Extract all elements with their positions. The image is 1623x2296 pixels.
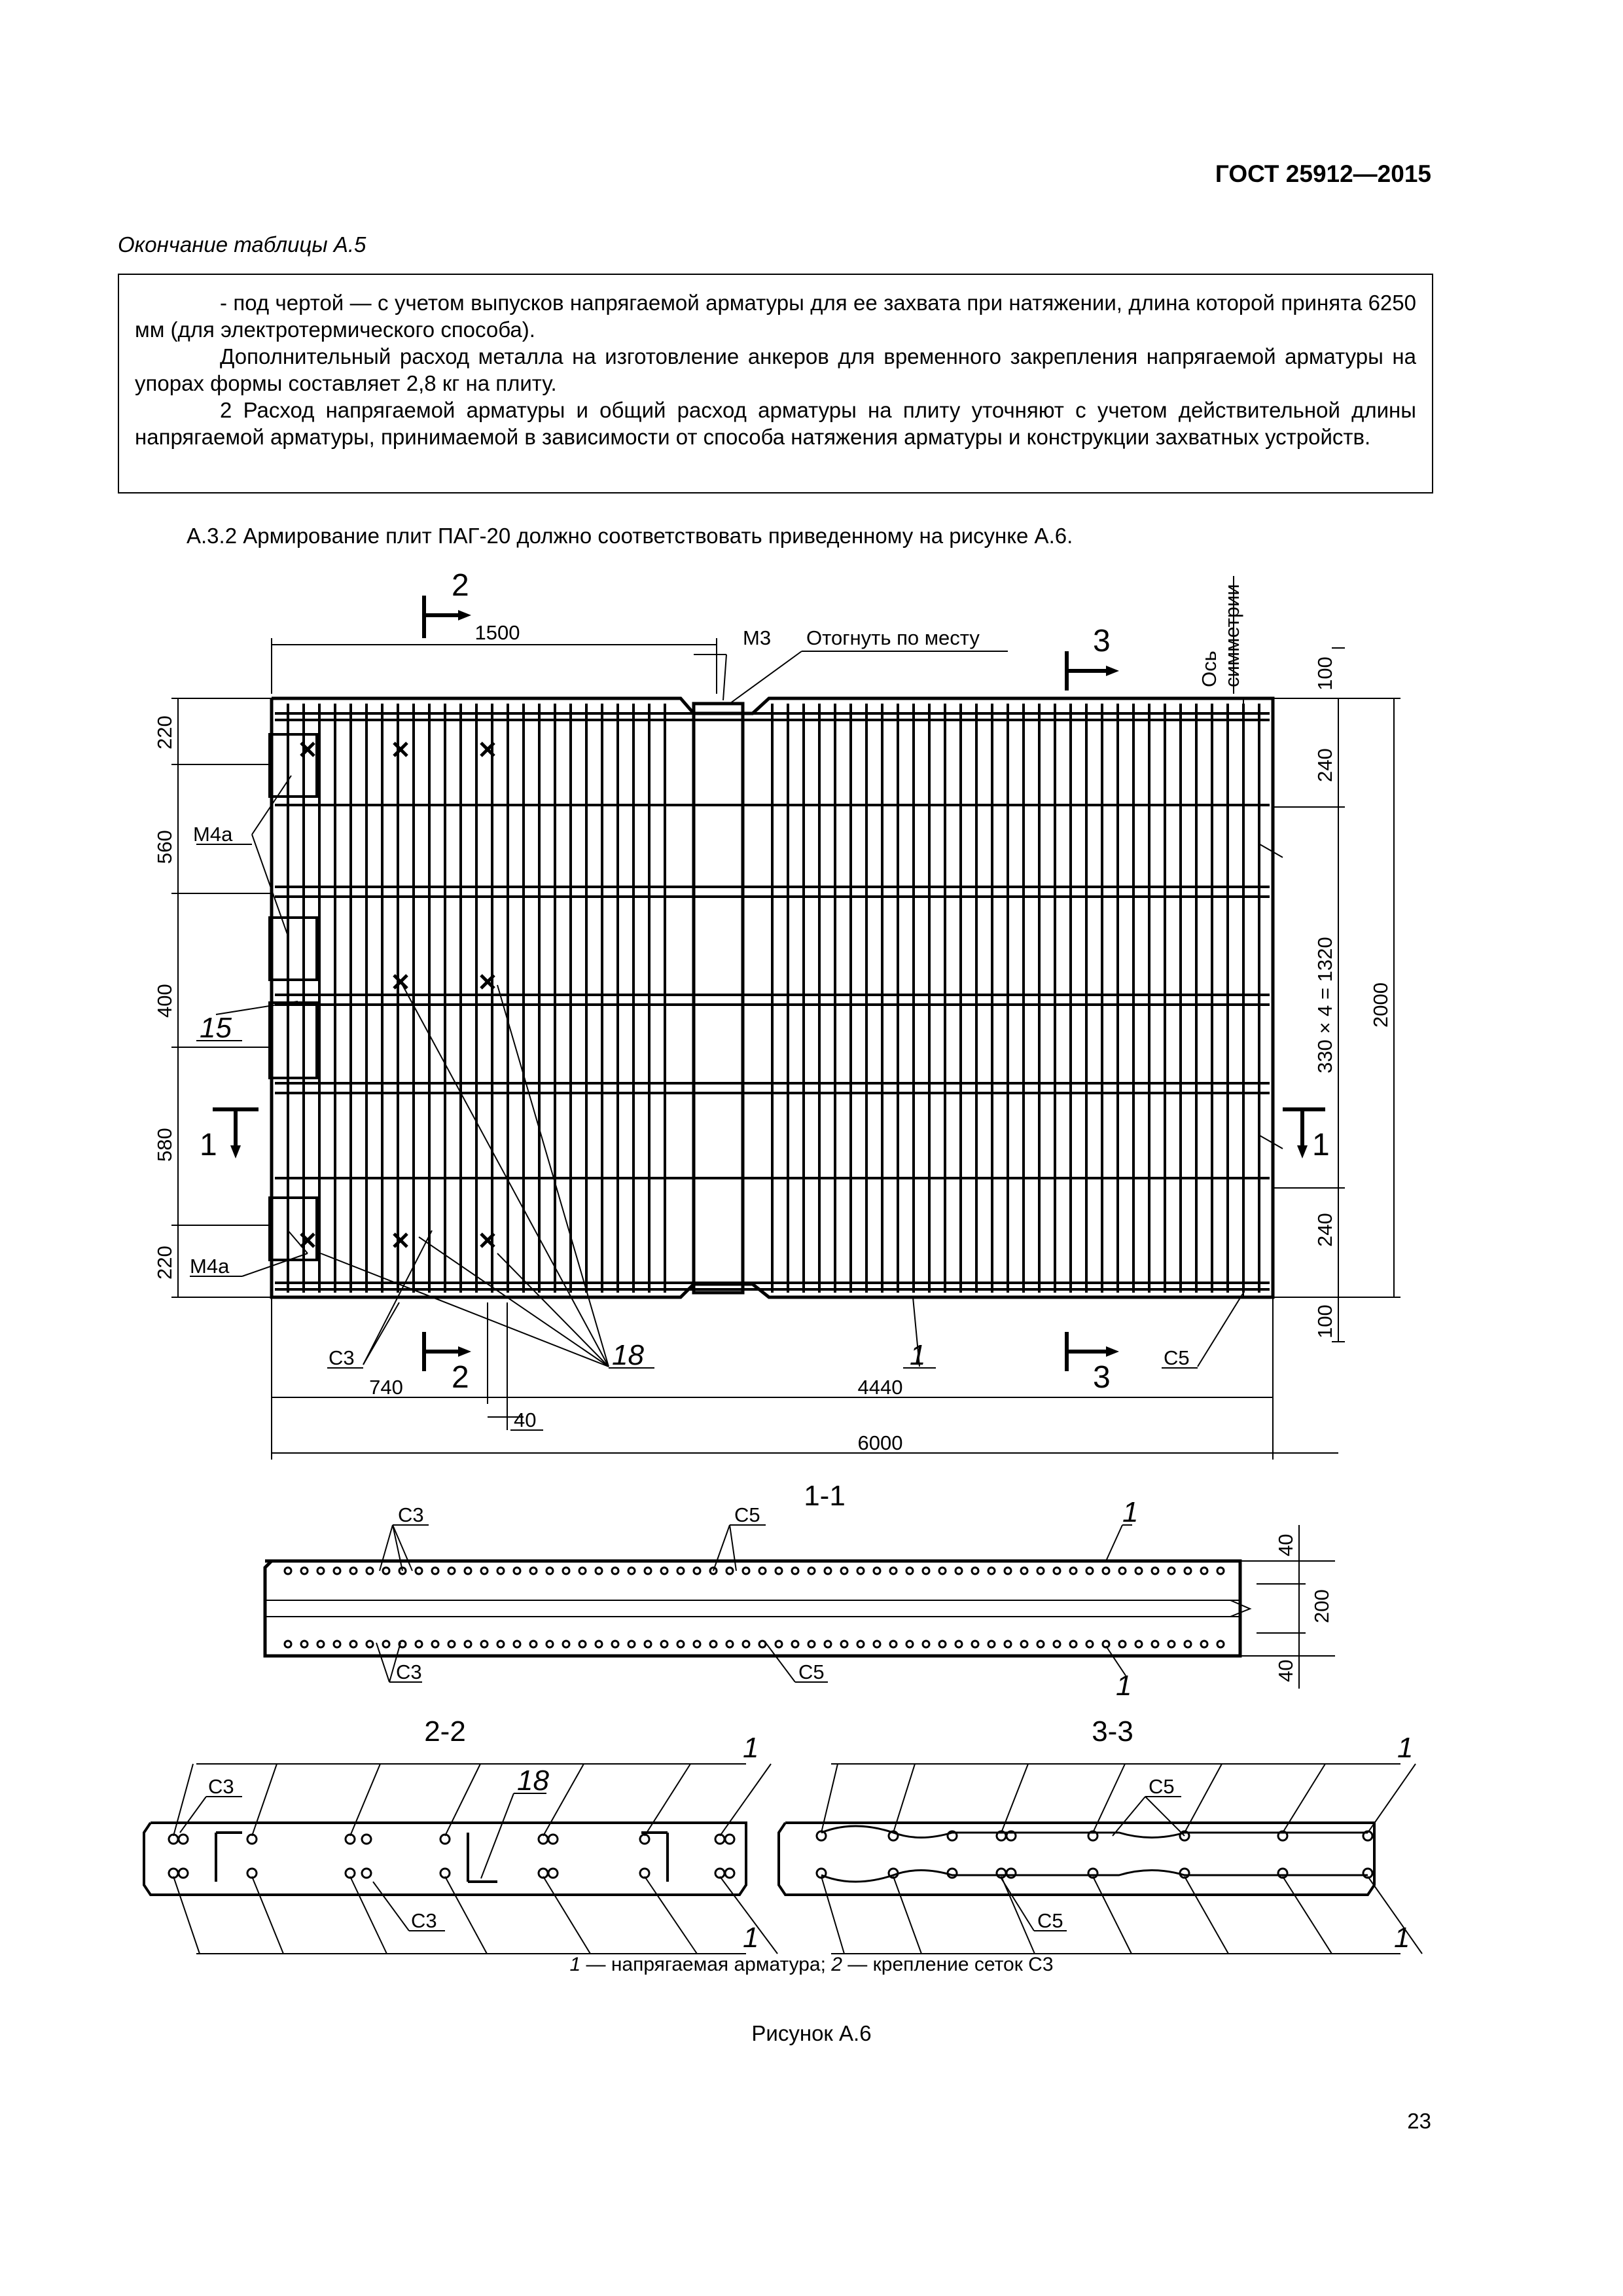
section-mark-1-right: 1	[1312, 1128, 1330, 1162]
bar-section	[440, 1869, 450, 1878]
leader-line	[645, 1876, 697, 1954]
section-mark-3-bottom: 3	[1093, 1360, 1111, 1395]
bar-section	[179, 1835, 188, 1844]
leader-line	[543, 1876, 590, 1954]
bar-section	[1005, 1568, 1011, 1574]
leader-line	[1001, 1876, 1035, 1954]
label-bend-in-place: Отогнуть по месту	[806, 626, 980, 649]
section-2-2-leaders	[173, 1764, 777, 1954]
bar-section	[628, 1641, 635, 1647]
bar-section	[725, 1835, 734, 1844]
bar-section	[677, 1568, 684, 1574]
m4a-meshes	[270, 734, 317, 1260]
bar-section	[1103, 1568, 1109, 1574]
bar-section	[366, 1568, 373, 1574]
bar-section	[432, 1641, 438, 1647]
section-3-3-bars	[817, 1831, 1372, 1878]
bar-section	[481, 1568, 488, 1574]
leader-lines	[216, 651, 1283, 1367]
bar-section	[645, 1641, 651, 1647]
bar-section	[179, 1869, 188, 1878]
bar-section	[596, 1568, 602, 1574]
leader-line	[350, 1876, 387, 1954]
bar-section	[169, 1835, 178, 1844]
section-1-1-title: 1-1	[804, 1480, 846, 1512]
section-1-1-dim-40-top: 40	[1274, 1534, 1297, 1556]
bar-section	[465, 1641, 471, 1647]
left-dim-560: 560	[153, 830, 176, 864]
bar-section	[972, 1568, 978, 1574]
bar-section	[1119, 1641, 1126, 1647]
bar-section	[759, 1568, 766, 1574]
left-dim-580: 580	[153, 1128, 176, 1162]
section-mark-2-bottom: 2	[452, 1360, 469, 1395]
bar-section	[715, 1869, 724, 1878]
section-1-1-dims	[376, 1525, 1335, 1689]
bar-section	[955, 1568, 962, 1574]
bar-section	[817, 1831, 826, 1840]
bar-section	[825, 1641, 831, 1647]
bar-section	[362, 1869, 371, 1878]
bar-section	[247, 1835, 257, 1844]
section-3-3-bar-1-top: 1	[1397, 1732, 1414, 1764]
bar-section	[1135, 1568, 1142, 1574]
bar-section	[792, 1568, 798, 1574]
bar-section	[465, 1568, 471, 1574]
bar-section	[743, 1568, 749, 1574]
axis-label-line1: Ось	[1198, 651, 1221, 687]
bar-section	[596, 1641, 602, 1647]
section-mark-2-top: 2	[452, 568, 469, 603]
bar-section	[448, 1568, 455, 1574]
bar-section	[715, 1835, 724, 1844]
bar-section	[563, 1641, 569, 1647]
note-paragraph: Дополнительный расход металла на изготовление анкеров для временного закрепления напрягаемой арматуры на упорах формы составляет 2,8 кг на плиту.	[135, 344, 1416, 395]
bar-section	[1070, 1568, 1077, 1574]
bar-section	[285, 1641, 291, 1647]
legend-num-2: 2	[831, 1954, 842, 1975]
section-3-3-bar-1-bottom: 1	[1394, 1922, 1410, 1954]
bar-section	[792, 1641, 798, 1647]
bar-section	[1180, 1869, 1189, 1878]
bar-section	[640, 1869, 649, 1878]
bar-section	[939, 1641, 946, 1647]
bar-section	[628, 1568, 635, 1574]
bar-section	[612, 1568, 618, 1574]
bar-section	[776, 1568, 782, 1574]
bar-section	[579, 1641, 586, 1647]
left-dim-220-bottom: 220	[153, 1246, 176, 1280]
bar-section	[857, 1568, 864, 1574]
section-1-1-c3-bottom: С3	[396, 1660, 422, 1683]
figure-caption: Рисунок А.6	[751, 2021, 872, 2045]
bar-section	[857, 1641, 864, 1647]
label-15: 15	[200, 1012, 232, 1044]
bar-section	[1070, 1641, 1077, 1647]
bar-section	[808, 1568, 815, 1574]
label-c5: С5	[1164, 1346, 1190, 1369]
right-dim-100-bottom: 100	[1313, 1304, 1336, 1338]
right-dim-240-top: 240	[1313, 748, 1336, 782]
bar-section	[710, 1641, 717, 1647]
bar-section	[432, 1568, 438, 1574]
section-2-2-c3-bottom: С3	[411, 1909, 437, 1932]
bottom-dimensions	[272, 1297, 1338, 1460]
longitudinal-bars	[288, 704, 1259, 1293]
bar-section	[1054, 1568, 1060, 1574]
bar-section	[1152, 1568, 1158, 1574]
dim-740: 740	[369, 1376, 403, 1399]
bar-section	[743, 1641, 749, 1647]
bar-section	[1021, 1568, 1027, 1574]
bar-section	[1088, 1869, 1097, 1878]
bar-section	[906, 1641, 913, 1647]
leader-line	[252, 1876, 283, 1954]
bar-section	[726, 1641, 733, 1647]
page-number: 23	[1407, 2109, 1431, 2133]
bar-section	[923, 1641, 929, 1647]
bar-section	[383, 1568, 389, 1574]
leader-line	[1185, 1876, 1228, 1954]
bar-section	[1119, 1568, 1126, 1574]
bar-section	[923, 1568, 929, 1574]
bar-section	[362, 1835, 371, 1844]
left-dim-400: 400	[153, 984, 176, 1018]
table-continuation-label: Окончание таблицы А.5	[118, 232, 366, 257]
bar-section	[530, 1568, 537, 1574]
bar-section	[317, 1641, 324, 1647]
dim-4440: 4440	[857, 1376, 903, 1399]
bar-section	[514, 1568, 520, 1574]
section-3-3-leaders	[821, 1764, 1422, 1954]
bar-section	[366, 1641, 373, 1647]
bar-section	[1086, 1568, 1093, 1574]
label-18: 18	[612, 1339, 644, 1371]
label-m4a-top: М4а	[193, 823, 233, 846]
section-1-1-dim-40-bottom: 40	[1274, 1659, 1297, 1682]
bar-section	[514, 1641, 520, 1647]
bar-section	[1201, 1641, 1207, 1647]
bar-section	[1185, 1641, 1191, 1647]
left-dimensions	[171, 698, 272, 1297]
bar-section	[546, 1641, 553, 1647]
section-3-3-title: 3-3	[1092, 1715, 1133, 1748]
leader-line	[1283, 1876, 1332, 1954]
bar-section	[874, 1641, 880, 1647]
figure-legend	[0, 1954, 1623, 1976]
bar-section	[539, 1835, 548, 1844]
left-dim-220-top: 220	[153, 715, 176, 749]
bar-section	[841, 1568, 847, 1574]
bar-section	[1217, 1568, 1224, 1574]
bar-section	[939, 1568, 946, 1574]
note-paragraph: - под чертой — с учетом выпусков напрягаемой арматуры для ее захвата при натяжении, длина которой принята 6250 мм (для электротермического способа).	[135, 291, 1416, 342]
bar-section	[776, 1641, 782, 1647]
bar-section	[1135, 1641, 1142, 1647]
bar-section	[726, 1568, 733, 1574]
dim-40: 40	[514, 1408, 537, 1431]
bar-section	[334, 1641, 340, 1647]
bar-section	[890, 1568, 897, 1574]
bar-section	[169, 1869, 178, 1878]
clause-text: А.3.2 Армирование плит ПАГ-20 должно соответствовать приведенному на рисунке А.6.	[187, 524, 1073, 548]
bar-section	[563, 1568, 569, 1574]
right-dim-240-bottom: 240	[1313, 1213, 1336, 1247]
note-paragraph: 2 Расход напрягаемой арматуры и общий расход арматуры на плиту уточняют с учетом действительной длины напрягаемой арматуры, принимаемой в зависимости от способа натяжения арматуры и конструкции захватных устройств.	[135, 398, 1416, 449]
section-2-2-label-18: 18	[517, 1765, 549, 1797]
section-1-1-c5-top: С5	[734, 1503, 760, 1526]
section-1-1-bars	[285, 1568, 1224, 1647]
leader-line	[445, 1876, 487, 1954]
bar-section	[948, 1869, 957, 1878]
bar-section	[301, 1568, 308, 1574]
label-bar-1: 1	[910, 1339, 926, 1371]
dim-6000: 6000	[857, 1431, 903, 1454]
leader-line	[1368, 1764, 1416, 1833]
bar-section	[285, 1568, 291, 1574]
bar-section	[1021, 1641, 1027, 1647]
section-2-2-bars	[169, 1835, 734, 1878]
bar-section	[1168, 1568, 1175, 1574]
bar-section	[1278, 1869, 1287, 1878]
bar-section	[346, 1869, 355, 1878]
bar-section	[725, 1869, 734, 1878]
leader-line	[1093, 1876, 1132, 1954]
bar-section	[317, 1568, 324, 1574]
bar-section	[640, 1835, 649, 1844]
section-2-2-bar-1-bottom: 1	[743, 1922, 759, 1954]
bar-section	[579, 1568, 586, 1574]
right-dim-100-top: 100	[1313, 656, 1336, 691]
bar-section	[677, 1641, 684, 1647]
section-1-1-c3-top: С3	[398, 1503, 424, 1526]
bar-section	[1037, 1641, 1044, 1647]
section-1-1-outline	[265, 1561, 1240, 1656]
section-3-3-c5-top: С5	[1149, 1775, 1175, 1798]
bar-section	[301, 1641, 308, 1647]
section-mark-3-top: 3	[1093, 624, 1111, 658]
dim-1500: 1500	[474, 621, 520, 644]
label-c3: С3	[329, 1346, 355, 1369]
bar-section	[694, 1568, 700, 1574]
bar-section	[350, 1641, 357, 1647]
bar-section	[890, 1641, 897, 1647]
legend-num-1: 1	[569, 1954, 581, 1975]
bar-section	[440, 1835, 450, 1844]
section-arrows	[230, 610, 1308, 1357]
bar-section	[334, 1568, 340, 1574]
bar-section	[546, 1568, 553, 1574]
bar-section	[416, 1641, 422, 1647]
section-3-3-c5-bottom: С5	[1037, 1909, 1063, 1932]
bar-section	[1007, 1869, 1016, 1878]
leader-line	[821, 1876, 844, 1954]
document-code: ГОСТ 25912—2015	[1215, 160, 1431, 187]
leader-line	[173, 1764, 193, 1836]
section-1-1-c5-bottom: С5	[798, 1660, 825, 1683]
leader-line	[173, 1876, 200, 1954]
bar-section	[841, 1641, 847, 1647]
bar-section	[539, 1869, 548, 1878]
leader-line	[252, 1764, 277, 1836]
bar-section	[448, 1641, 455, 1647]
bar-section	[497, 1641, 504, 1647]
bar-section	[1086, 1641, 1093, 1647]
leader-line	[645, 1764, 690, 1836]
bar-section	[817, 1869, 826, 1878]
bar-section	[988, 1568, 995, 1574]
bar-section	[1054, 1641, 1060, 1647]
axis-label-line2: симметрии	[1221, 584, 1243, 687]
bar-section	[1152, 1641, 1158, 1647]
bar-section	[825, 1568, 831, 1574]
section-1-1-dim-200: 200	[1310, 1589, 1333, 1623]
bar-section	[346, 1835, 355, 1844]
bar-section	[1005, 1641, 1011, 1647]
label-m3: М3	[743, 626, 772, 649]
section-1-1-bar-1-bottom: 1	[1116, 1670, 1132, 1702]
bar-section	[416, 1568, 422, 1574]
bar-section	[530, 1641, 537, 1647]
bar-section	[1168, 1641, 1175, 1647]
label-m4a-bottom: М4а	[190, 1255, 230, 1278]
bar-section	[1185, 1568, 1191, 1574]
section-2-2-outline	[144, 1764, 746, 1954]
bar-section	[1217, 1641, 1224, 1647]
bar-section	[548, 1835, 558, 1844]
section-cut-markers	[213, 596, 1325, 1371]
section-2-2-title: 2-2	[424, 1715, 466, 1748]
bar-section	[1363, 1869, 1372, 1878]
bar-section	[988, 1641, 995, 1647]
bar-section	[906, 1568, 913, 1574]
bar-section	[972, 1641, 978, 1647]
bar-section	[548, 1869, 558, 1878]
bar-section	[661, 1641, 668, 1647]
bar-section	[612, 1641, 618, 1647]
bar-section	[808, 1641, 815, 1647]
bar-section	[350, 1568, 357, 1574]
right-dim-1320: 330 × 4 = 1320	[1313, 937, 1336, 1073]
legend-text-1: — напрягаемая арматура;	[580, 1954, 832, 1975]
bar-section	[997, 1869, 1006, 1878]
bar-section	[874, 1568, 880, 1574]
total-height-2000: 2000	[1369, 982, 1392, 1028]
section-label-underlines	[180, 1793, 1185, 1931]
section-2-2-c3-top: С3	[208, 1775, 234, 1798]
section-2-2-bar-1-top: 1	[743, 1732, 759, 1764]
bar-section	[1201, 1568, 1207, 1574]
leader-line	[893, 1876, 921, 1954]
bar-section	[383, 1641, 389, 1647]
m3-frame	[694, 704, 743, 1293]
leader-line	[543, 1764, 584, 1836]
bar-section	[759, 1641, 766, 1647]
bar-section	[1037, 1568, 1044, 1574]
bar-section	[247, 1869, 257, 1878]
bar-section	[645, 1568, 651, 1574]
leader-line	[350, 1764, 380, 1836]
bar-section	[661, 1568, 668, 1574]
bar-section	[694, 1641, 700, 1647]
legend-text-2: — крепление сеток С3	[842, 1954, 1054, 1975]
leader-line	[445, 1764, 480, 1836]
section-1-1-bar-1-top: 1	[1122, 1496, 1139, 1528]
bar-section	[481, 1641, 488, 1647]
bar-section	[955, 1641, 962, 1647]
bar-section	[497, 1568, 504, 1574]
section-mark-1-left: 1	[200, 1128, 217, 1162]
